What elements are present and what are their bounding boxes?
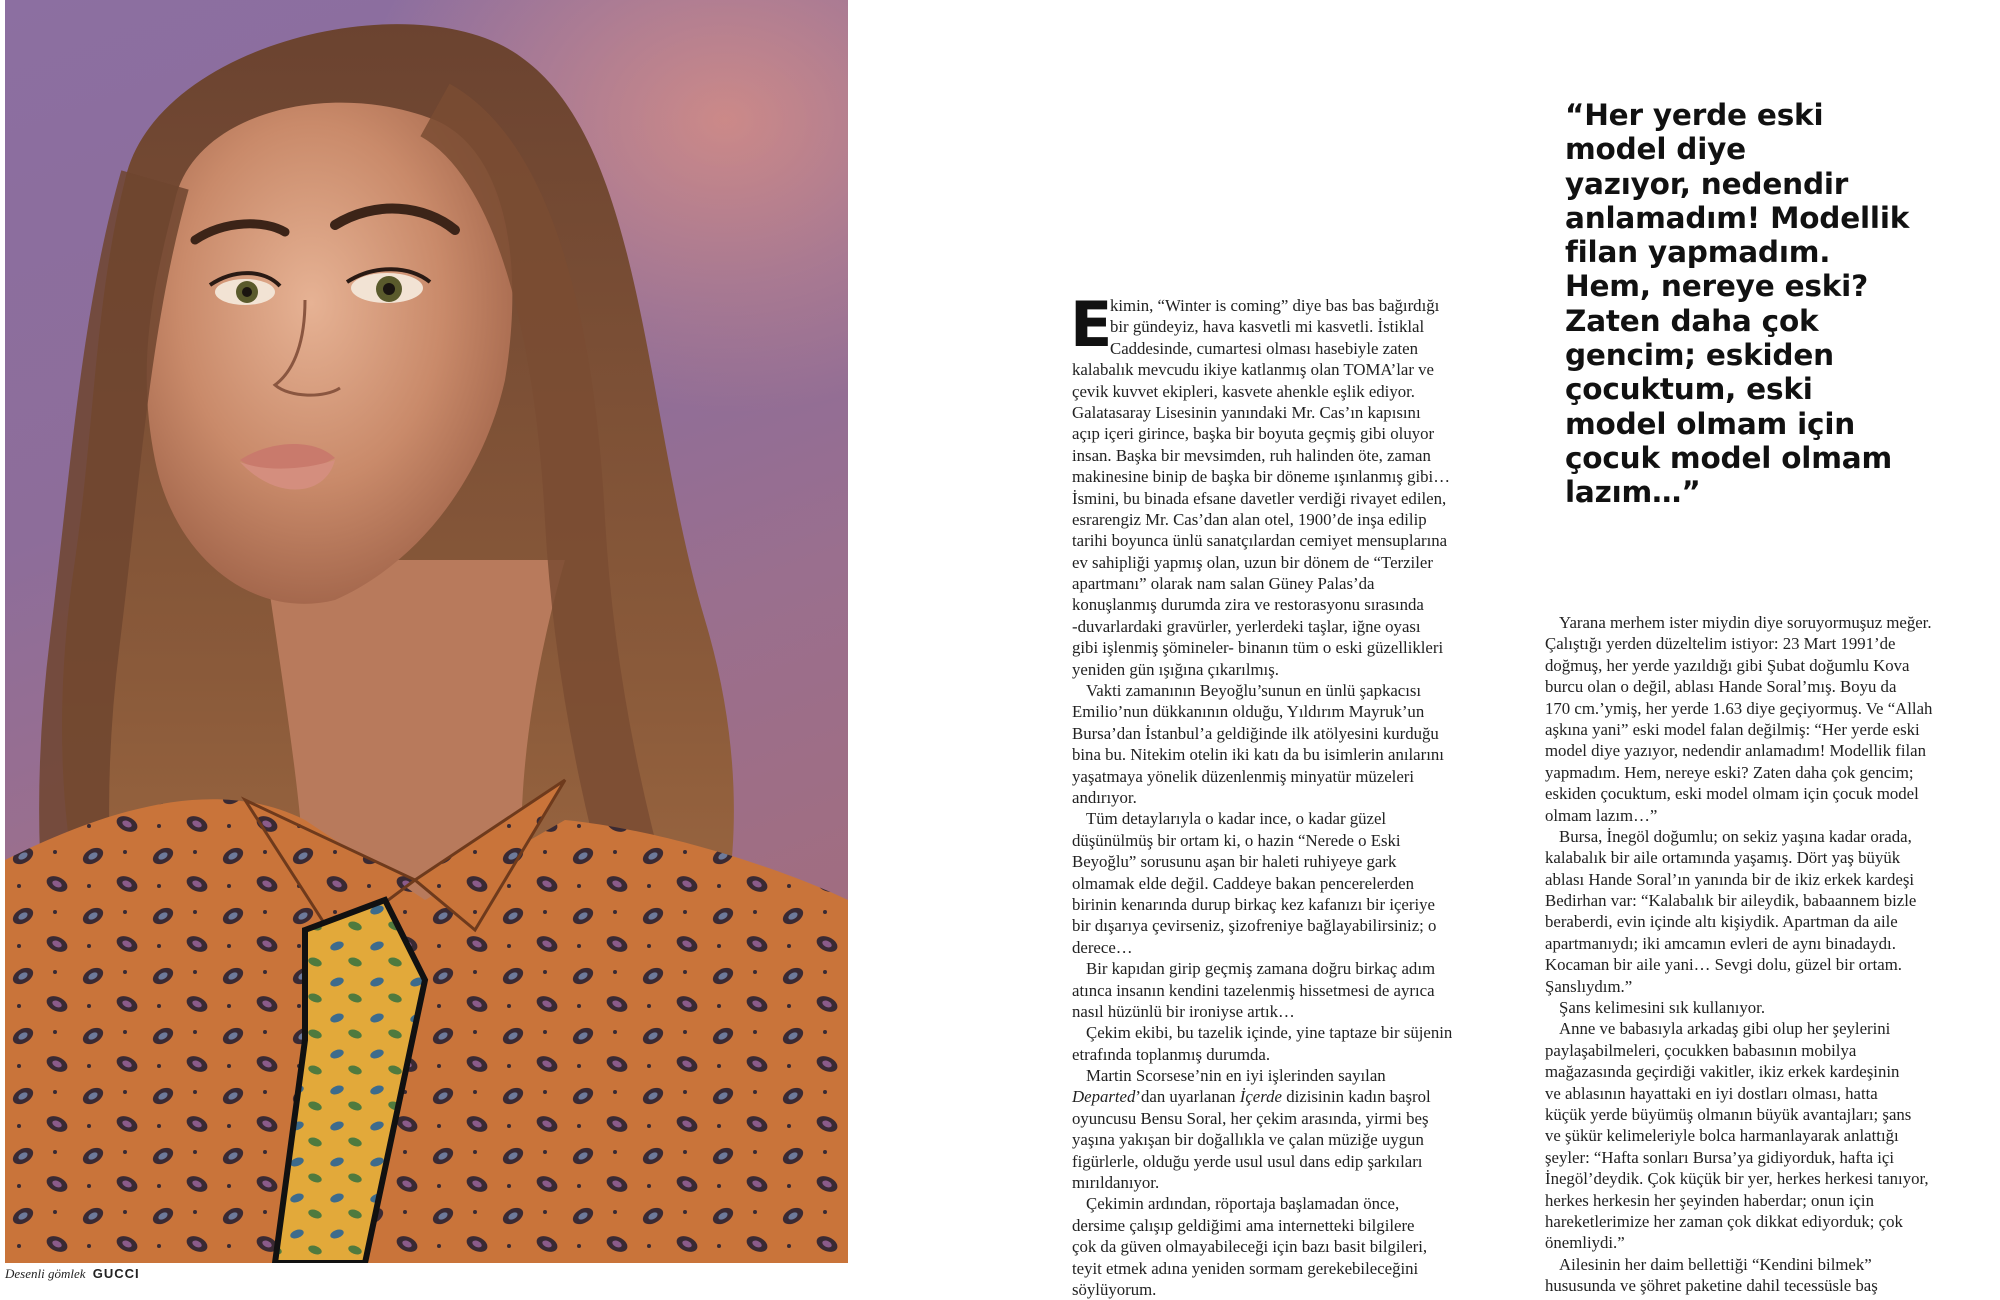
pull-quote-line: “Her yerde eski	[1565, 98, 1824, 132]
article-line: yaşına yakışan bir doğallıkla ve çalan müziğe uygun	[1072, 1130, 1424, 1150]
article-line: Çalıştığı yerden düzeltelim istiyor: 23 Mart 1991’de	[1545, 634, 1896, 654]
article-line: Galatasaray Lisesinin yanındaki Mr. Cas’ın kapısını	[1072, 402, 1421, 422]
article-line: Şans kelimesini sık kullanıyor.	[1559, 998, 1766, 1018]
article-line: düşünülmüş bir ortam ki, o hazin “Nerede o Eski	[1072, 830, 1401, 850]
article-line: Bedirhan var: “Kalabalık bir aileydik, babaannem bizle	[1545, 891, 1917, 911]
pull-quote-line: lazım…”	[1565, 475, 1701, 510]
article-line: açıp içeri girince, başka bir boyuta geçmiş gibi oluyor	[1072, 424, 1435, 444]
article-line: figürlerle, olduğu yerde usul usul dans edip şarkıları	[1072, 1151, 1423, 1171]
article-line: Bursa’dan İstanbul’a geldiğinde ilk atölyesini kurduğu	[1072, 723, 1439, 743]
article-line: eskiden çocuktum, eski model olmam için çocuk model	[1545, 784, 1919, 804]
article-line: konuşlanmış durumda zira ve restorasyonu sırasında	[1072, 595, 1424, 615]
article-line: mırıldanıyor.	[1072, 1173, 1160, 1193]
article-column-2	[1545, 612, 1995, 1297]
article-line: paylaşabilmeleri, çocukken babasının mobilya	[1545, 1040, 1857, 1060]
article-line: teyit etmek adına yeniden sormam gerekebileceğini	[1072, 1258, 1419, 1278]
article-line: herkes herkesin her şeyinden haberdar; onun için	[1545, 1190, 1874, 1210]
italic-title: İçerde	[1239, 1087, 1282, 1107]
pull-quote-line: anlamadım! Modellik	[1565, 200, 1910, 235]
photo-caption	[5, 1266, 140, 1284]
article-line: olmam lazım…”	[1545, 805, 1658, 825]
article-line: Beyoğlu” sorusunu aşan bir haleti ruhiyeye gark	[1072, 852, 1397, 872]
article-line: kimin, “Winter is coming” diye bas bas bağırdığı	[1110, 296, 1440, 315]
article-line: ve ablasının hayattaki en iyi dostları olması, hatta	[1545, 1083, 1878, 1103]
article-line: bir dışarıya çevirseniz, şizofreniye bağlayabilirsiniz; o	[1072, 916, 1437, 936]
article-line: nasıl hüzünlü bir ironiyse artık…	[1072, 1001, 1295, 1021]
article-line: -duvarlardaki gravürler, yerlerdeki taşlar, iğne oyası	[1072, 616, 1421, 636]
article-line: derece…	[1072, 937, 1133, 957]
article-line: esrarengiz Mr. Cas’dan alan otel, 1900’de inşa edilip	[1072, 509, 1427, 529]
article-line: Tüm detaylarıyla o kadar ince, o kadar güzel	[1086, 809, 1387, 829]
caption-brand: GUCCI	[92, 1266, 140, 1281]
pull-quote-line: yazıyor, nedendir	[1565, 166, 1849, 201]
article-line: model diye yazıyor, nedendir anlamadım! Modellik filan	[1545, 741, 1926, 761]
article-column-1	[1070, 288, 1517, 1300]
article-line: Anne ve babasıyla arkadaş gibi olup her şeylerini	[1559, 1019, 1891, 1039]
pull-quote-line: filan yapmadım.	[1565, 235, 1831, 270]
caption-text: Desenli gömlek	[5, 1266, 86, 1281]
article-line: ablası Hande Soral’ın yanında bir de ikiz erkek kardeşi	[1545, 869, 1915, 889]
drop-cap: E	[1070, 288, 1113, 361]
pull-quote-line: çocuktum, eski	[1565, 372, 1813, 407]
article-line: mağazasında geçirdiği vakitler, ikiz erkek kardeşinin	[1545, 1062, 1900, 1082]
article-line: yapmadım. Hem, nereye eski? Zaten daha çok gencim;	[1545, 762, 1914, 782]
article-line: Bir kapıdan girip geçmiş zamana doğru birkaç adım	[1086, 959, 1436, 979]
article-line: Çekim ekibi, bu tazelik içinde, yine taptaze bir süjenin	[1086, 1023, 1453, 1043]
article-line: çok da güven olmayabileceği için bazı basit bilgileri,	[1072, 1237, 1428, 1257]
article-line: ve şükür kelimeleriyle bolca harmanlayarak anlattığı	[1545, 1126, 1899, 1146]
article-line: İsmini, bu binada efsane davetler verdiği rivayet edilen,	[1072, 488, 1447, 508]
article-line: önemliydi.”	[1545, 1233, 1625, 1253]
article-line: bir gündeyiz, hava kasvetli mi kasvetli. İstiklal	[1110, 317, 1425, 337]
article-line: etrafında toplanmış durumda.	[1072, 1044, 1271, 1064]
pull-quote-line: Hem, nereye eski?	[1565, 269, 1868, 304]
article-line: 170 cm.’ymiş, her yerde 1.63 diye geçiyormuş. Ve “Allah	[1545, 698, 1933, 718]
article-line: Bursa, İnegöl doğumlu; on sekiz yaşına kadar orada,	[1559, 826, 1912, 846]
article-line: Departed’dan uyarlanan İçerde dizisinin kadın başrol	[1072, 1087, 1431, 1107]
article-line: Çekimin ardından, röportaja başlamadan önce,	[1086, 1194, 1400, 1214]
article-line: ev sahipliği yapmış olan, uzun bir dönem de “Terziler	[1072, 552, 1433, 572]
article-line: birinin kenarında durup birkaç kez kafanızı bir içeriye	[1072, 894, 1435, 914]
article-line: makinesine binip de başka bir döneme ışınlanmış gibi…	[1072, 467, 1450, 487]
article-line: hareketlerimize her zaman çok dikkat ediyorduk; çok	[1545, 1211, 1903, 1231]
article-line: Martin Scorsese’nin en iyi işlerinden sayılan	[1086, 1066, 1386, 1086]
article-line: Yarana merhem ister miydin diye soruyormuşuz meğer.	[1559, 613, 1932, 632]
article-line: kalabalık mevcudu ikiye katlanmış olan TOMA’lar ve	[1072, 360, 1434, 380]
article-line: yaşatmaya yönelik düzenlenmiş minyatür müzeleri	[1072, 766, 1415, 786]
article-line: apartmanı” olarak nam salan Güney Palas’da	[1072, 574, 1375, 594]
article-line: andırıyor.	[1072, 787, 1137, 807]
article-line: atınca insanın kendini tazelenmiş hissetmesi de ayrıca	[1072, 980, 1435, 1000]
portrait-photo	[5, 0, 848, 1263]
article-line: hususunda ve şöhret paketine dahil tecessüsle baş	[1545, 1276, 1878, 1296]
article-line: şeyler: “Hafta sonları Bursa’ya gidiyorduk, hafta içi	[1545, 1147, 1895, 1167]
article-line: çevik kuvvet ekipleri, kasvete ahenkle eşlik ediyor.	[1072, 381, 1415, 401]
article-line: oyuncusu Bensu Soral, her çekim arasında, yirmi beş	[1072, 1108, 1429, 1128]
article-line: gibi işlenmiş şömineler- binanın tüm o eski güzellikleri	[1072, 638, 1444, 658]
pull-quote-line: model diye	[1565, 132, 1746, 167]
article-line: söylüyorum.	[1072, 1279, 1157, 1299]
article-line: Kocaman bir aile yani… Sevgi dolu, güzel bir ortam.	[1545, 955, 1902, 975]
article-line: Şanslıydım.”	[1545, 976, 1633, 996]
article-line: Vakti zamanının Beyoğlu’sunun en ünlü şapkacısı	[1086, 681, 1422, 701]
article-line: insan. Başka bir mevsimden, ruh halinden öte, zaman	[1072, 445, 1431, 465]
pull-quote-line: model olmam için	[1565, 406, 1856, 441]
portrait-illustration	[5, 0, 848, 1263]
article-line: beraberdi, evin içinde altı kişiydik. Apartman da aile	[1545, 912, 1898, 932]
article-line: küçük yerde büyümüş olmanın büyük avantajları; şans	[1545, 1104, 1912, 1124]
article-line: kalabalık bir aile ortamında yaşamış. Dört yaş büyük	[1545, 848, 1901, 868]
article-line: doğmuş, her yerde yazıldığı gibi Şubat doğumlu Kova	[1545, 655, 1910, 675]
article-line: apartmanıydı; iki amcamın evleri de aynı binadaydı.	[1545, 933, 1896, 953]
article-line: tarihi boyunca ünlü sanatçılardan cemiyet mensuplarına	[1072, 531, 1448, 551]
italic-title: Departed	[1072, 1087, 1136, 1107]
article-line: dersime çalışıp geldiğimi ama internetteki bilgilere	[1072, 1215, 1415, 1235]
article-line: İnegöl’deydik. Çok küçük bir yer, herkes herkesi tanıyor,	[1545, 1169, 1929, 1189]
article-line: aşkına yani” eski model falan değilmiş: “Her yerde eski	[1545, 719, 1920, 739]
pull-quote	[1565, 98, 1955, 510]
pull-quote-line: çocuk model olmam	[1565, 440, 1893, 475]
pull-quote-line: gencim; eskiden	[1565, 338, 1834, 373]
article-line: yeniden gün ışığına çıkarılmış.	[1072, 659, 1279, 679]
article-line: olmamak elde değil. Caddeye bakan pencerelerden	[1072, 873, 1414, 893]
article-line: Ailesinin her daim bellettiği “Kendini bilmek”	[1559, 1254, 1872, 1274]
article-line: bina bu. Nitekim otelin iki katı da bu isimlerin anılarını	[1072, 745, 1444, 765]
article-line: burcu olan o değil, ablası Hande Soral’mış. Boyu da	[1545, 677, 1897, 697]
article-line: Caddesinde, cumartesi olması hasebiyle zaten	[1110, 338, 1419, 358]
pull-quote-line: Zaten daha çok	[1565, 303, 1819, 338]
article-line: Emilio’nun dükkanının olduğu, Yıldırım Mayruk’un	[1072, 702, 1425, 722]
